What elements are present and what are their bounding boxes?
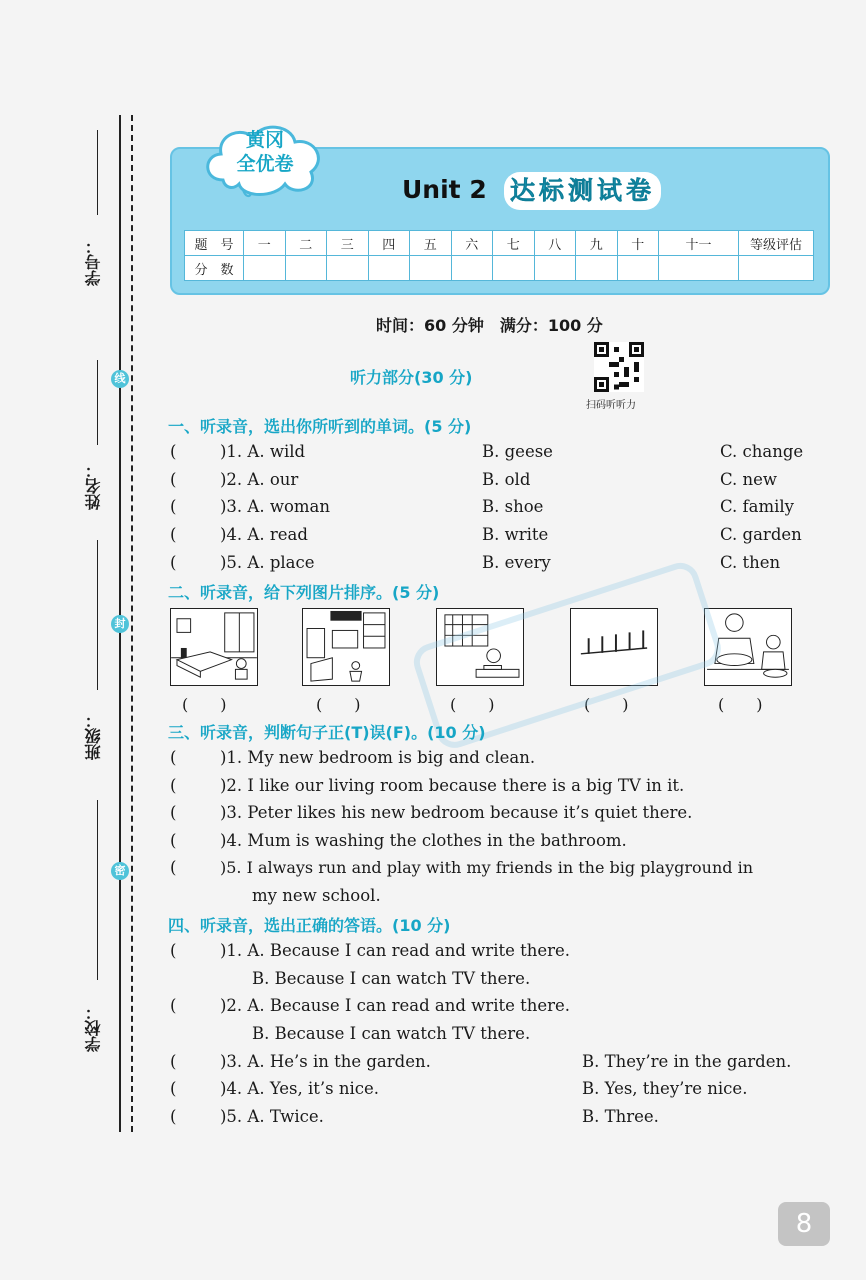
- picture-answer-paren[interactable]: ( ): [316, 695, 361, 714]
- answer-paren[interactable]: (: [170, 858, 177, 877]
- option-c: C. change: [720, 442, 804, 461]
- option-b: B. Three.: [582, 1107, 659, 1126]
- option-a: )5. A. Twice.: [220, 1107, 324, 1126]
- answer-paren[interactable]: (: [170, 748, 177, 767]
- picture-answer-paren[interactable]: ( ): [584, 695, 629, 714]
- score-cell[interactable]: [244, 256, 286, 281]
- answer-paren[interactable]: (: [170, 1107, 177, 1126]
- score-header-cell: 二: [285, 231, 327, 256]
- option-b: B. They’re in the garden.: [582, 1052, 792, 1071]
- option-b: B. shoe: [482, 497, 544, 516]
- blank-line: [97, 130, 98, 215]
- score-header-cell: 八: [534, 231, 576, 256]
- answer-paren[interactable]: (: [170, 941, 177, 960]
- statement: )4. Mum is washing the clothes in the bathroom.: [220, 831, 627, 850]
- qr-caption: 扫码听听力: [586, 400, 636, 411]
- option-a: )3. A. woman: [220, 497, 330, 516]
- option-a: )4. A. read: [220, 525, 308, 544]
- option-a: )5. A. place: [220, 553, 315, 572]
- answer-paren[interactable]: (: [170, 442, 177, 461]
- option-c: C. new: [720, 470, 778, 489]
- option-a: )4. A. Yes, it’s nice.: [220, 1079, 380, 1098]
- score-table-header-row: [185, 231, 814, 256]
- answer-paren[interactable]: (: [170, 831, 177, 850]
- statement: )5. I always run and play with my friends in the big playground in: [220, 858, 753, 877]
- answer-paren[interactable]: (: [170, 1079, 177, 1098]
- picture-answer-paren[interactable]: ( ): [718, 695, 763, 714]
- score-header-cell: 十: [617, 231, 659, 256]
- score-header-cell: 六: [451, 231, 493, 256]
- option-b: B. Because I can watch TV there.: [252, 969, 531, 988]
- time-info: 时间：60 分钟 满分：100 分: [376, 316, 603, 335]
- score-table: [184, 230, 814, 281]
- score-cell[interactable]: [576, 256, 618, 281]
- option-b: B. geese: [482, 442, 553, 461]
- page-number: 8: [778, 1202, 830, 1246]
- option-b: B. every: [482, 553, 551, 572]
- score-cell[interactable]: [451, 256, 493, 281]
- score-cell[interactable]: [659, 256, 739, 281]
- score-table-score-row: [185, 256, 814, 281]
- score-cell[interactable]: [327, 256, 369, 281]
- blank-line: [97, 360, 98, 445]
- option-b: B. write: [482, 525, 549, 544]
- score-header-cell: 九: [576, 231, 618, 256]
- bedroom-picture: [170, 608, 258, 686]
- class-label: 班级：: [84, 712, 103, 760]
- seal-line: 线: [111, 370, 129, 388]
- answer-paren[interactable]: (: [170, 470, 177, 489]
- answer-paren[interactable]: (: [170, 525, 177, 544]
- statement-continued: my new school.: [252, 886, 381, 905]
- score-header-cell: 一: [244, 231, 286, 256]
- answer-paren[interactable]: (: [170, 1052, 177, 1071]
- option-c: C. family: [720, 497, 794, 516]
- option-a: )1. A. Because I can read and write there.: [220, 941, 571, 960]
- score-header-cell: 十一: [659, 231, 739, 256]
- option-b: B. old: [482, 470, 531, 489]
- option-a: )1. A. wild: [220, 442, 306, 461]
- score-cell[interactable]: [617, 256, 659, 281]
- score-cell[interactable]: [493, 256, 535, 281]
- score-cell[interactable]: [739, 256, 814, 281]
- answer-paren[interactable]: (: [170, 497, 177, 516]
- option-b: B. Yes, they’re nice.: [582, 1079, 748, 1098]
- section-4-title: 四、听录音，选出正确的答语。(10 分): [168, 916, 451, 935]
- score-header-cell: 七: [493, 231, 535, 256]
- picture-answer-paren[interactable]: ( ): [450, 695, 495, 714]
- statement: )1. My new bedroom is big and clean.: [220, 748, 536, 767]
- score-cell[interactable]: [410, 256, 452, 281]
- blank-line: [97, 540, 98, 690]
- score-header-cell: 五: [410, 231, 452, 256]
- answer-paren[interactable]: (: [170, 776, 177, 795]
- blank-line: [97, 800, 98, 980]
- statement: )3. Peter likes his new bedroom because it’s quiet there.: [220, 803, 693, 822]
- score-cell[interactable]: [534, 256, 576, 281]
- qr-code-icon[interactable]: [594, 342, 644, 392]
- answer-paren[interactable]: (: [170, 553, 177, 572]
- section-2-title: 二、听录音，给下列图片排序。(5 分): [168, 583, 440, 602]
- option-a: )3. A. He’s in the garden.: [220, 1052, 431, 1071]
- option-a: )2. A. our: [220, 470, 299, 489]
- statement: )2. I like our living room because there is a big TV in it.: [220, 776, 685, 795]
- score-row-label: 分 数: [185, 256, 244, 281]
- score-header-cell: 四: [368, 231, 410, 256]
- test-subtitle: 达标测试卷: [504, 172, 661, 210]
- score-cell[interactable]: [285, 256, 327, 281]
- seal-seal: 封: [111, 615, 129, 633]
- margin-dashed-line: [131, 115, 133, 1132]
- score-header-cell: 题 号: [185, 231, 244, 256]
- section-1-title: 一、听录音，选出你所听到的单词。(5 分): [168, 417, 472, 436]
- score-cell[interactable]: [368, 256, 410, 281]
- listening-title: 听力部分(30 分): [350, 368, 473, 387]
- picture-answer-paren[interactable]: ( ): [182, 695, 227, 714]
- unit-title: Unit 2: [402, 175, 487, 204]
- student-number-label: 学号：: [84, 238, 103, 286]
- seal-secret: 密: [111, 862, 129, 880]
- living-room-picture: [302, 608, 390, 686]
- option-c: C. garden: [720, 525, 802, 544]
- answer-paren[interactable]: (: [170, 803, 177, 822]
- option-a: )2. A. Because I can read and write there.: [220, 996, 571, 1015]
- score-header-cell: 三: [327, 231, 369, 256]
- answer-paren[interactable]: (: [170, 996, 177, 1015]
- option-b: B. Because I can watch TV there.: [252, 1024, 531, 1043]
- school-label: 学校：: [84, 1004, 103, 1052]
- option-c: C. then: [720, 553, 781, 572]
- logo-text: 黄冈 全优卷: [236, 129, 294, 175]
- score-header-cell: 等级评估: [739, 231, 814, 256]
- section-3-title: 三、听录音，判断句子正(T)误(F)。(10 分): [168, 723, 486, 742]
- name-label: 姓名：: [84, 462, 103, 510]
